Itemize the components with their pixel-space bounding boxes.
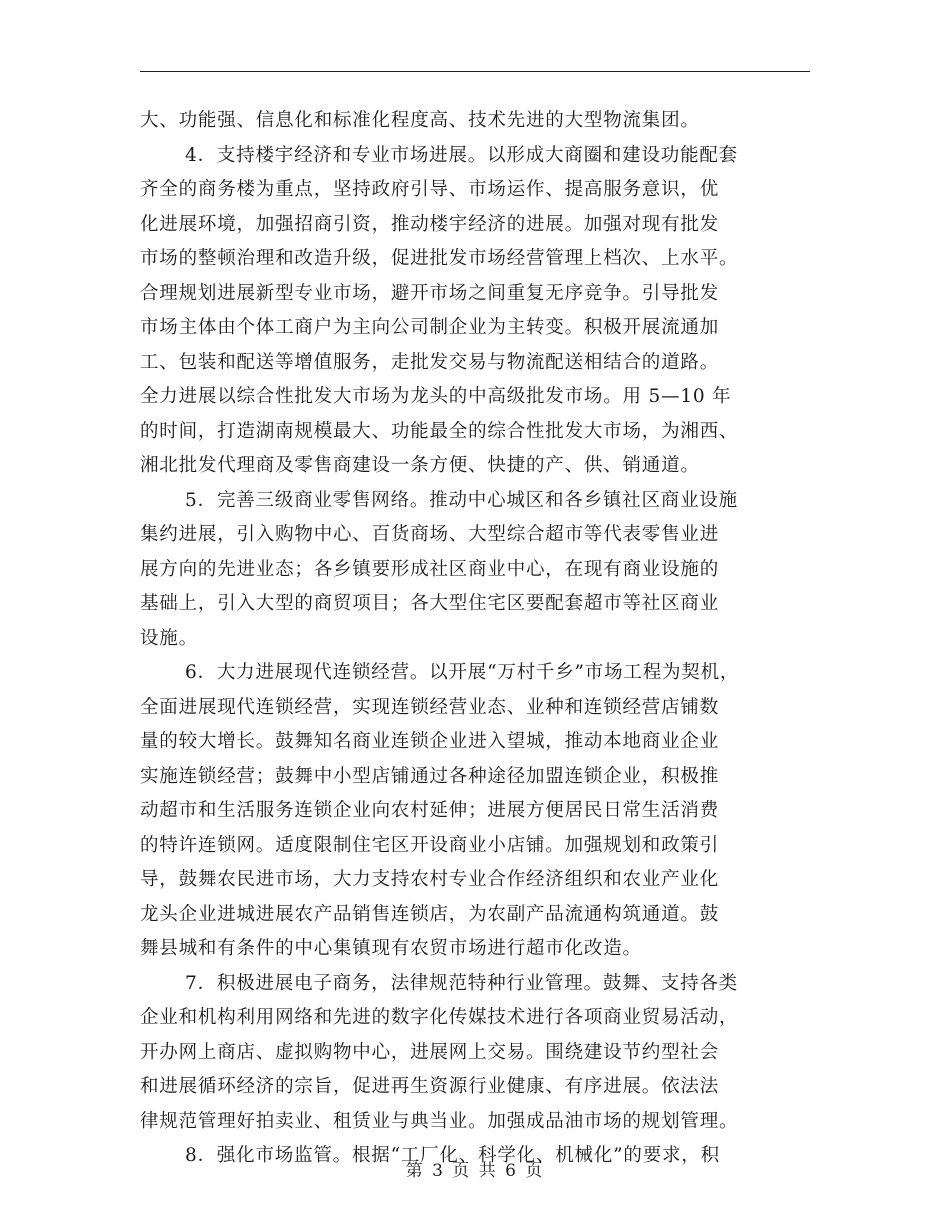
header-rule: [140, 71, 810, 72]
text-line: 设施。: [140, 627, 198, 649]
text-line: 工、包装和配送等增值服务，走批发交易与物流配送相结合的道路。: [140, 351, 720, 373]
text-line: 4．支持楼宇经济和专业市场进展。以形成大商圈和建设功能配套: [185, 144, 738, 166]
text-line: 实施连锁经营；鼓舞中小型店铺通过各种途径加盟连锁企业，积极推: [140, 765, 720, 787]
text-line: 5．完善三级商业零售网络。推动中心城区和各乡镇社区商业设施: [185, 489, 738, 511]
text-line: 市场的整顿治理和改造升级，促进批发市场经营管理上档次、上水平。: [140, 248, 739, 269]
page-number: 第 3 页 共 6 页: [405, 1161, 545, 1181]
text-line: 7．积极进展电子商务，法律规范特种行业管理。鼓舞、支持各类: [185, 972, 738, 994]
text-line: 的特许连锁网。适度限制住宅区开设商业小店铺。加强规划和政策引: [140, 834, 720, 856]
text-line: 龙头企业进城进展农产品销售连锁店，为农副产品流通构筑通道。鼓: [140, 903, 720, 925]
text-line: 市场主体由个体工商户为主向公司制企业为主转变。积极开展流通加: [140, 317, 720, 338]
text-line: 化进展环境，加强招商引资，推动楼宇经济的进展。加强对现有批发: [140, 213, 720, 235]
text-line: 基础上，引入大型的商贸项目；各大型住宅区要配套超市等社区商业: [140, 593, 720, 614]
text-line: 齐全的商务楼为重点，坚持政府引导、市场运作、提高服务意识，优: [140, 179, 720, 200]
text-line: 8．强化市场监管。根据“工厂化、科学化、机械化”的要求，积: [185, 1145, 720, 1166]
text-line: 量的较大增长。鼓舞知名商业连锁企业进入望城，推动本地商业企业: [140, 731, 720, 752]
document-body: [140, 104, 812, 1174]
text-line: 全面进展现代连锁经营，实现连锁经营业态、业种和连锁经营店铺数: [140, 696, 720, 718]
text-line: 舞县城和有条件的中心集镇现有农贸市场进行超市化改造。: [140, 938, 642, 959]
text-line: 动超市和生活服务连锁企业向农村延伸；进展方便居民日常生活消费: [140, 800, 720, 821]
text-line: 大、功能强、信息化和标准化程度高、技术先进的大型物流集团。: [140, 110, 700, 131]
text-line: 律规范管理好拍卖业、租赁业与典当业。加强成品油市场的规划管理。: [140, 1110, 739, 1132]
text-line: 和进展循环经济的宗旨，促进再生资源行业健康、有序进展。依法法: [140, 1076, 720, 1097]
text-line: 的时间，打造湖南规模最大、功能最全的综合性批发大市场，为湘西、: [140, 420, 739, 442]
text-line: 导，鼓舞农民进市场，大力支持农村专业合作经济组织和农业产业化: [140, 869, 720, 890]
text-line: 企业和机构利用网络和先进的数字化传媒技术进行各项商业贸易活动，: [140, 1007, 739, 1028]
text-line: 开办网上商店、虚拟购物中心，进展网上交易。围绕建设节约型社会: [140, 1041, 720, 1063]
text-line: 集约进展，引入购物中心、百货商场、大型综合超市等代表零售业进: [140, 524, 720, 545]
text-line: 展方向的先进业态；各乡镇要形成社区商业中心，在现有商业设施的: [140, 558, 720, 580]
text-line: 全力进展以综合性批发大市场为龙头的中高级批发市场。用 5—10 年: [140, 386, 732, 407]
text-line: 湘北批发代理商及零售商建设一条方便、快捷的产、供、销通道。: [140, 455, 700, 476]
text-line: 6．大力进展现代连锁经营。以开展“万村千乡”市场工程为契机，: [185, 662, 740, 683]
text-line: 合理规划进展新型专业市场，避开市场之间重复无序竞争。引导批发: [140, 282, 720, 304]
